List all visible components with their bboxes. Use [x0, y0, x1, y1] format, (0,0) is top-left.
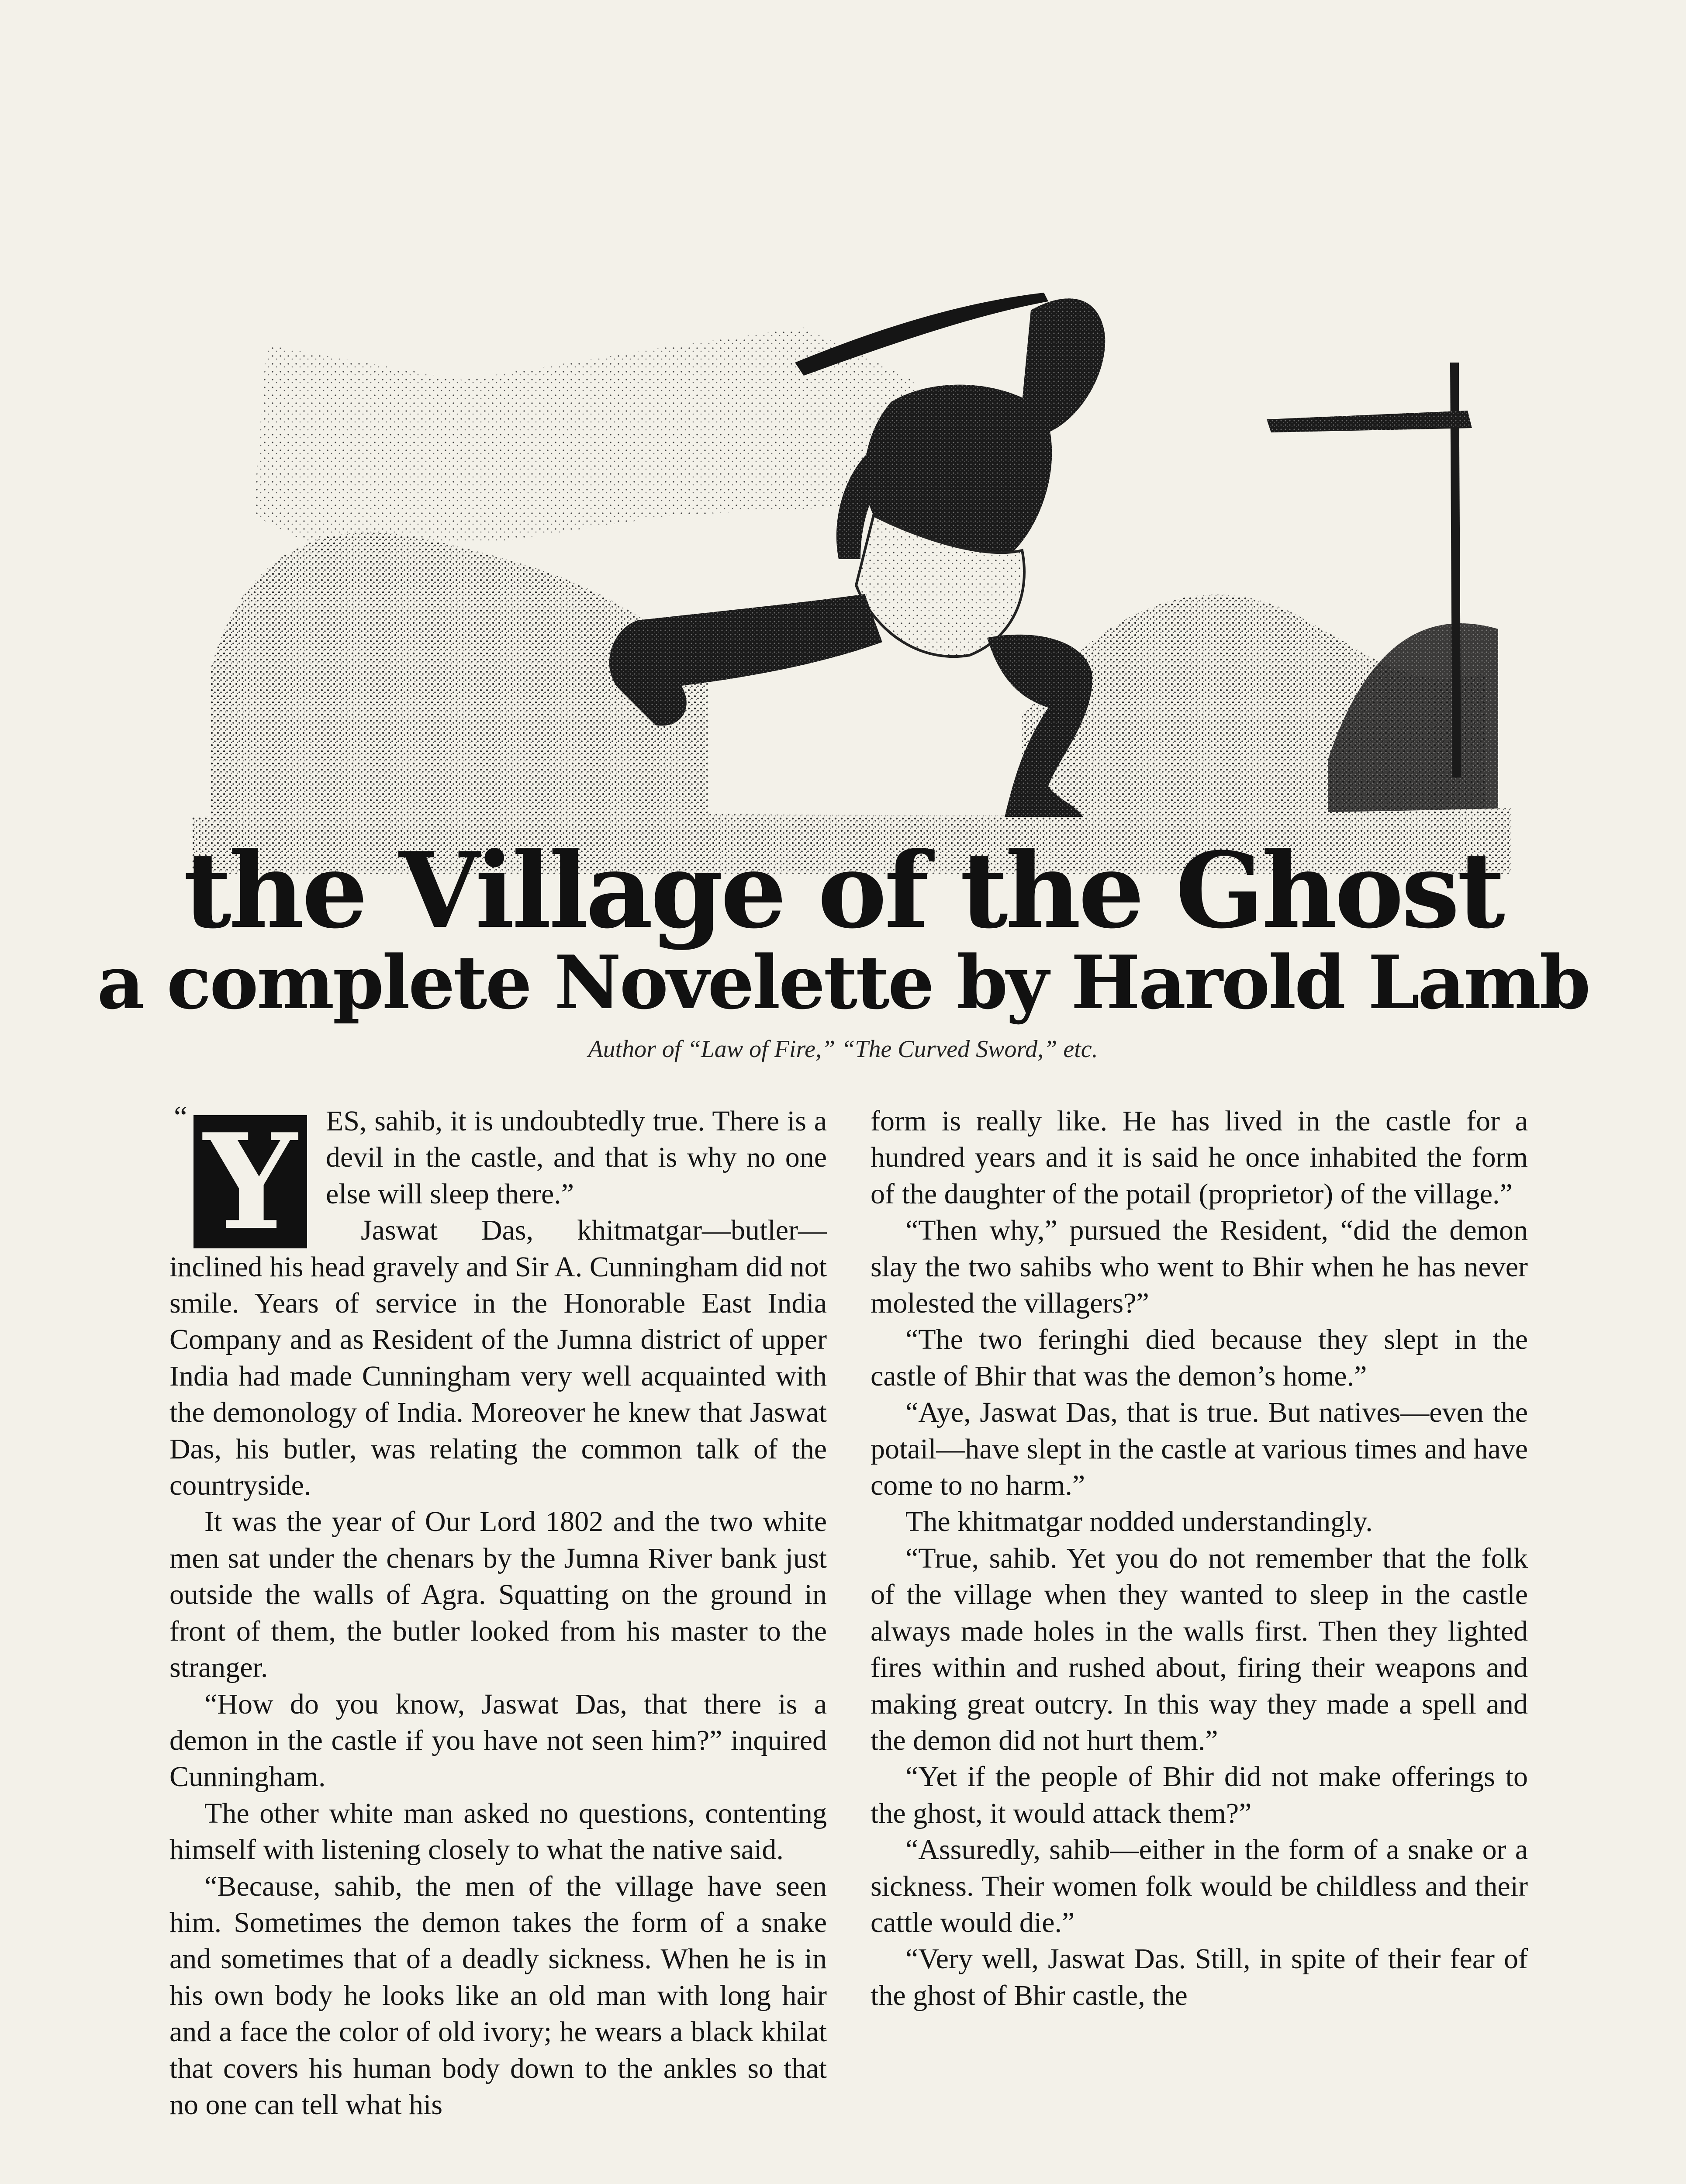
article-title: the Village of the Ghost	[183, 830, 1503, 952]
paragraph: “Yet if the people of Bhir did not make offerings to the ghost, it would attack them?”	[871, 1761, 1528, 1829]
author-credits: Author of “Law of Fire,” “The Curved Sword,” etc.	[588, 1036, 1098, 1063]
paragraph: “Because, sahib, the men of the village have seen him. Sometimes the demon takes the form of a snake and sometimes that of a deadly sickness. When he is in his own body he looks like an old man with long hair and a face the color of old ivory; he wears a black khilat that covers his human body down to the ankles so that no one can tell what his	[169, 1870, 827, 2121]
article-subtitle: a complete Novelette by Harold Lamb	[97, 939, 1589, 1026]
paragraph: “Then why,” pursued the Resident, “did the demon slay the two sahibs who went to Bhir when he has never molested the villagers?”	[871, 1214, 1528, 1320]
paragraph: form is really like. He has lived in the castle for a hundred years and it is said he once inhabited the form of the daughter of the potail (proprietor) of the village.”	[871, 1105, 1528, 1210]
warrior-illustration	[192, 236, 1511, 874]
paragraph: It was the year of Our Lord 1802 and the two white men sat under the chenars by the Jumna River bank just outside the walls of Agra. Squatting on the ground in front of them, the butler looked from his master to the stranger.	[169, 1506, 827, 1684]
text-column-right	[871, 1103, 1528, 2014]
warrior-back-leg	[609, 594, 882, 726]
paragraph: “The two feringhi died because they slept in the castle of Bhir that was the demon’s home.”	[871, 1324, 1528, 1392]
drop-cap	[169, 1100, 314, 1259]
paragraph: The other white man asked no questions, contenting himself with listening closely to what the native said.	[169, 1797, 827, 1866]
paragraph: The khitmatgar nodded understandingly.	[905, 1506, 1373, 1538]
paragraph: “Assuredly, sahib—either in the form of a snake or a sickness. Their women folk would be childless and their cattle would die.”	[871, 1834, 1528, 1939]
staff-banner	[1267, 411, 1472, 432]
drop-cap-letter: Y	[193, 1115, 307, 1248]
drop-cap-quote: “	[174, 1100, 188, 1134]
paragraph: “Aye, Jaswat Das, that is true. But natives—even the potail—have slept in the castle at various times and have come to no harm.”	[871, 1396, 1528, 1502]
text-column-left	[169, 1100, 827, 2123]
paragraph: “True, sahib. Yet you do not remember that the folk of the village when they wanted to sleep in the castle always made holes in the walls first. Then they lighted fires within and rushed about, firing their weapons and making great outcry. In this way they made a spell and the demon did not hurt them.”	[871, 1542, 1528, 1756]
sword	[795, 293, 1048, 376]
paragraph: ES, sahib, it is undoubtedly true. There is a devil in the castle, and that is why no one else will sleep there.”	[326, 1105, 827, 1210]
paragraph: “Very well, Jaswat Das. Still, in spite of their fear of the ghost of Bhir castle, the	[871, 1943, 1528, 2011]
paragraph: Jaswat Das, khitmatgar—butler—inclined his head gravely and Sir A. Cunningham did not smile. Years of service in the Honorable East India Company and as Resident of the Jumna district of upper India had made Cunningham very well acquainted with the demonology of India. Moreover he knew that Jaswat Das, his butler, was relating the common talk of the countryside.	[169, 1214, 827, 1502]
paragraph: “How do you know, Jaswat Das, that there is a demon in the castle if you have not seen him?” inquired Cunningham.	[169, 1688, 827, 1793]
